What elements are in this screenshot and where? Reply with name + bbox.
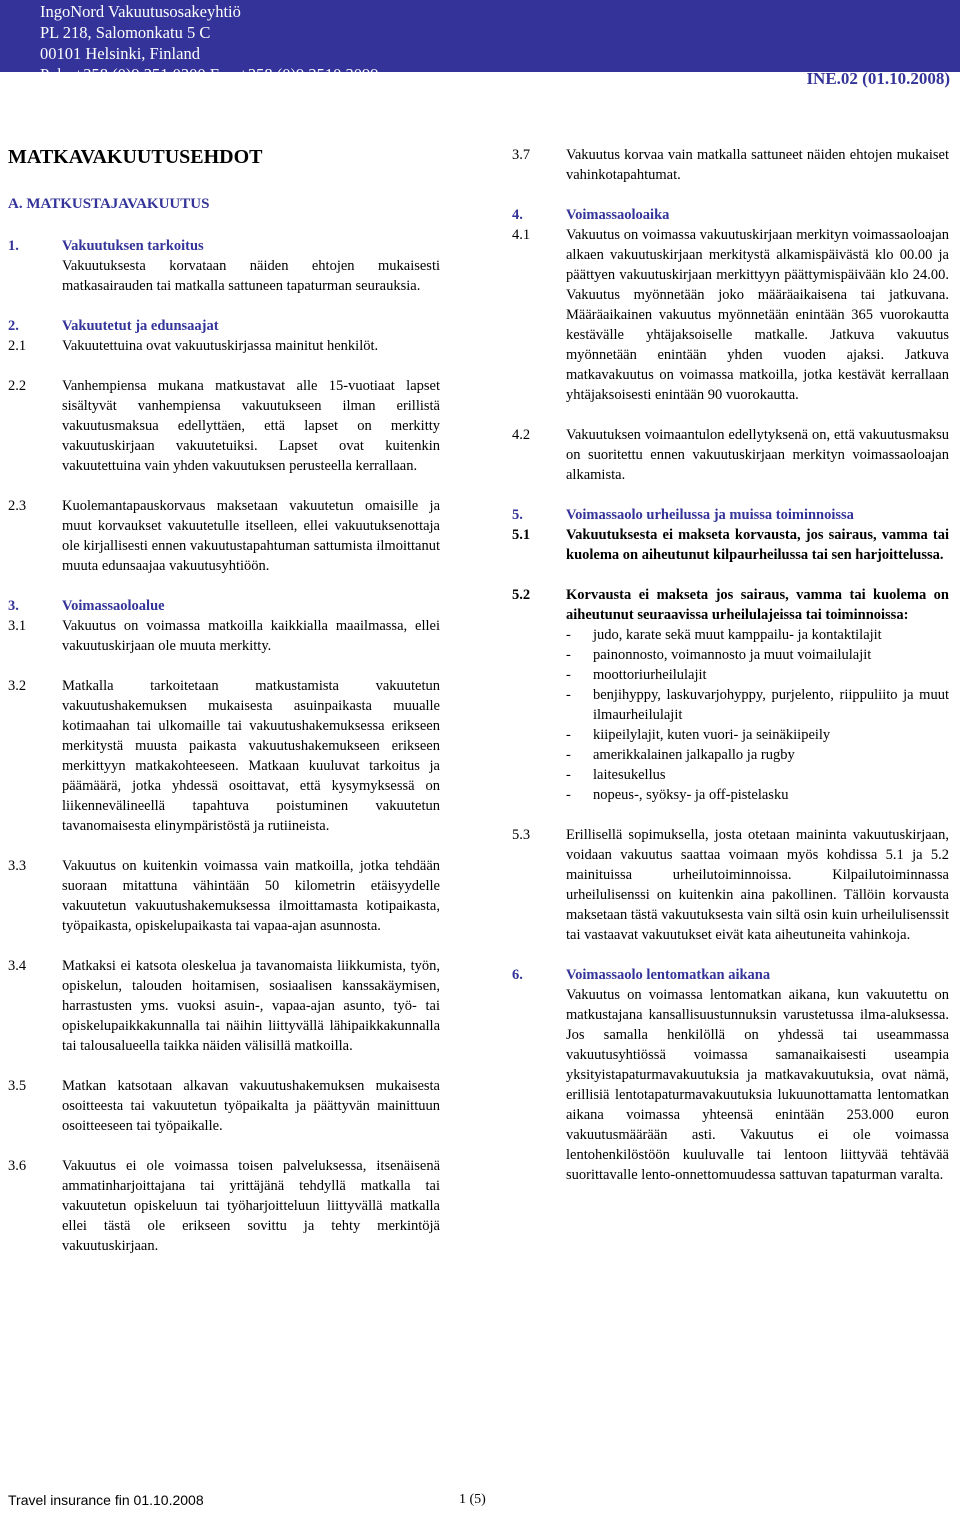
heading-text: Vakuutetut ja edunsaajat <box>62 318 219 334</box>
paragraph-3-6 <box>8 1156 440 1256</box>
heading-3 <box>8 596 440 616</box>
list-item <box>566 725 949 745</box>
document-code: INE.02 (01.10.2008) <box>806 69 950 88</box>
paragraph-3-4 <box>8 956 440 1056</box>
heading-text: Voimassaoloaika <box>566 207 670 223</box>
paragraph-text: Vakuutus korvaa vain matkalla sattuneet näiden ehtojen mukaiset vahinkotapahtumat. <box>566 147 949 183</box>
clause-number: 2.1 <box>8 338 27 354</box>
section-number: 1. <box>8 238 19 254</box>
list-item <box>566 665 949 685</box>
company-address-line1: PL 218, Salomonkatu 5 C <box>40 23 211 42</box>
paragraph-text: Vakuutus on voimassa matkoilla kaikkialla maailmassa, ellei vakuutuskirjaan ole muuta merkitty. <box>62 618 440 654</box>
clause-number: 2.2 <box>8 378 27 394</box>
paragraph-text: Korvausta ei makseta jos sairaus, vamma tai kuolema on aiheutunut seuraavissa urheilulajeissa tai toiminnoissa: <box>566 587 949 623</box>
paragraph-5-2 <box>512 585 949 625</box>
clause-number: 5.1 <box>512 527 531 543</box>
page-number: 1 (5) <box>459 1492 486 1507</box>
list-item <box>566 625 949 645</box>
paragraph-text: Vakuutuksen voimaantulon edellytyksenä on, että vakuutusmaksu on suoritettu ennen vakuutuskirjaan merkityn voimassaoloajan alkamista. <box>566 427 949 483</box>
section-subtitle: A. MATKUSTAJAVAKUUTUS <box>8 196 210 212</box>
paragraph-3-7 <box>512 145 949 185</box>
paragraph-2-3 <box>8 496 440 576</box>
company-name: IngoNord Vakuutusosakeyhtiö <box>40 2 241 21</box>
list-dash: - <box>566 787 571 803</box>
list-item-text: judo, karate sekä muut kamppailu- ja kontaktilajit <box>593 627 882 643</box>
paragraph-3-2 <box>8 676 440 836</box>
list-item <box>566 685 949 725</box>
list-item <box>566 765 949 785</box>
paragraph-text: Vanhempiensa mukana matkustavat alle 15-vuotiaat lapset sisältyvät vanhempiensa vakuutukseen ilman erillistä vakuutusmaksua edellyttäen, että lapset on merkitty vakuutuskirjaan vakuutetuiksi. Lapset ovat kuitenkin vakuutettuina vain yhden vakuutuksen perusteella kerrallaan. <box>62 378 440 474</box>
paragraph-text: Vakuutus ei ole voimassa toisen palveluksessa, itsenäisenä ammatinharjoittajana tai yrittäjänä tehdyllä matkalla tai vakuutetun opiskeluun tai työharjoitteluun liittyvällä matkalla ellei tästä ole erikseen sovittu ja tehty merkintöjä vakuutuskirjaan. <box>62 1158 440 1254</box>
paragraph-text: Vakuutus on voimassa vakuutuskirjaan merkityn voimassaoloajan alkaen vakuutuskirjaan merkitystä alkamispäivästä klo 00.00 ja päättyen vakuutuskirjaan merkittyyn päättymispäivään klo 24.00. Vakuutus myönnetään joko määräaikaisena tai jatkuvana. Määräaikainen vakuutus myönnetään enintään 365 vuorokautta kestävälle yhtäjaksoiselle matkalle. Jatkuva vakuutus myönnetään enintään yhden vuoden ajaksi. Jatkuva matkavakuutus on voimassa matkoilla, jotka kestävät kerrallaan yhtäjaksoisesti enintään 90 vuorokautta. <box>566 227 949 403</box>
list-item-text: moottoriurheilulajit <box>593 667 707 683</box>
clause-number: 3.1 <box>8 618 27 634</box>
heading-text: Voimassaolo lentomatkan aikana <box>566 967 771 983</box>
section-number: 3. <box>8 598 19 614</box>
paragraph-5-1 <box>512 525 949 565</box>
paragraph-1 <box>8 256 440 296</box>
left-column <box>8 236 440 1256</box>
list-item <box>566 745 949 765</box>
paragraph-2-2 <box>8 376 440 476</box>
clause-number: 4.1 <box>512 227 531 243</box>
clause-number: 3.2 <box>8 678 27 694</box>
list-dash: - <box>566 767 571 783</box>
list-dash: - <box>566 667 571 683</box>
list-item <box>566 645 949 665</box>
right-column <box>512 145 949 1185</box>
paragraph-text: Vakuutuksesta ei makseta korvausta, jos sairaus, vamma tai kuolema on aiheutunut kilpaurheilussa tai sen harjoittelussa. <box>566 527 949 563</box>
paragraph-4-2 <box>512 425 949 485</box>
paragraph-text: Vakuutuksesta korvataan näiden ehtojen mukaisesti matkasairauden tai matkalla sattuneen tapaturman seurauksia. <box>62 258 440 294</box>
section-number: 6. <box>512 967 523 983</box>
section-number: 5. <box>512 507 523 523</box>
section-number: 4. <box>512 207 523 223</box>
list-item-text: amerikkalainen jalkapallo ja rugby <box>593 747 795 763</box>
clause-number: 4.2 <box>512 427 531 443</box>
heading-5 <box>512 505 949 525</box>
paragraph-6 <box>512 985 949 1185</box>
paragraph-text: Erillisellä sopimuksella, josta otetaan maininta vakuutuskirjaan, voidaan vakuutus saattaa voimaan myös kohdissa 5.1 ja 5.2 mainituissa urheilutoiminnoissa. Kilpailutoiminnassa urheilulisenssi on kuitenkin aina pakollinen. Tällöin korvausta maksetaan tästä vakuutuksesta vain siltä osin kuin urheilulisenssit tai vastaavat vakuutukset eivät kata aiheutuneita vahinkoja. <box>566 827 949 943</box>
letterhead-band <box>0 0 960 72</box>
clause-number: 5.2 <box>512 587 531 603</box>
list-item-text: painonnosto, voimannosto ja muut voimailulajit <box>593 647 872 663</box>
paragraph-text: Kuolemantapauskorvaus maksetaan vakuutetun omaisille ja muut korvaukset vakuutetulle itselleen, ellei vakuutuksenottaja ole kirjallisesti ennen vakuutustapahtuman sattumista ilmoittanut muuta edunsaajaa vakuutusyhtiöön. <box>62 498 440 574</box>
heading-1 <box>8 236 440 256</box>
clause-number: 3.7 <box>512 147 531 163</box>
footer-document-name: Travel insurance fin 01.10.2008 <box>8 1492 204 1508</box>
paragraph-text: Vakuutus on kuitenkin voimassa vain matkoilla, jotka tehdään suoraan mitattuna vähintään 50 kilometrin etäisyydelle vakuutetun vakuutushakemuksessa ilmoittamasta kotipaikasta, työpaikasta, opiskelupaikasta tai vapaa-ajan asunnosta. <box>62 858 440 934</box>
paragraph-text: Vakuutettuina ovat vakuutuskirjassa mainitut henkilöt. <box>62 338 379 354</box>
list-item-text: laitesukellus <box>593 767 666 783</box>
paragraph-3-1 <box>8 616 440 656</box>
heading-6 <box>512 965 949 985</box>
paragraph-text: Vakuutus on voimassa lentomatkan aikana, kun vakuutettu on matkustajana kansallisuustunnuksin varustetussa ilma-aluksessa. Jos samalla henkilöllä on yhdessä tai useammassa vakuutusyhtiössä voimassa samanaikaisesti useampia yksityistapaturmavakuutuksia ja matkavakuutuksia, ovat nämä, erillisiä lentotapaturmavakuutuksia lukuunottamatta lentomatkan aikana voimassa yhteensä enintään 253.000 euron vakuutusmäärään asti. Vakuutus ei ole voimassa lentohenkilöstöön kuuluvalle tai lentoon liittyvää tehtävää suorittavalle lento-onnettomuudessa sattuvan tapaturman varalta. <box>566 987 949 1183</box>
list-dash: - <box>566 747 571 763</box>
list-dash: - <box>566 687 571 703</box>
list-dash: - <box>566 647 571 663</box>
paragraph-2-1 <box>8 336 440 356</box>
paragraph-3-5 <box>8 1076 440 1136</box>
paragraph-text: Matkan katsotaan alkavan vakuutushakemuksen mukaisesta osoitteesta tai vakuutetun työpaikalta ja päättyvän mainittuun osoitteeseen tai työpaikalle. <box>62 1078 440 1134</box>
company-address-line2: 00101 Helsinki, Finland <box>40 44 200 63</box>
heading-4 <box>512 205 949 225</box>
clause-number: 3.3 <box>8 858 27 874</box>
list-item-text: benjihyppy, laskuvarjohyppy, purjelento, riippuliito ja muut ilmaurheilulajit <box>593 687 949 723</box>
list-dash: - <box>566 627 571 643</box>
heading-text: Voimassaoloalue <box>62 598 165 614</box>
clause-number: 5.3 <box>512 827 531 843</box>
clause-number: 3.5 <box>8 1078 27 1094</box>
list-item <box>566 785 949 805</box>
heading-text: Vakuutuksen tarkoitus <box>62 238 204 254</box>
list-dash: - <box>566 727 571 743</box>
paragraph-text: Matkalla tarkoitetaan matkustamista vakuutetun vakuutushakemuksen mukaisesta asuinpaikasta muualle kotimaahan tai ulkomaille tai vakuutushakemuksessa erikseen merkitystä muusta paikasta vakuutushakemukseen erikseen merkittyyn matkakohteeseen. Matkaan kuuluvat tarkoitus ja päämäärä, jotka yhdessä osoittavat, että kysymyksessä on liikennevälineellä tapahtuva poistuminen vakuutetun tavanomaisesta elinympäristöstä ja rutiineista. <box>62 678 440 834</box>
paragraph-text: Matkaksi ei katsota oleskelua ja tavanomaista liikkumista, työn, opiskelun, talouden hoitamisen, sosiaalisen kanssakäymisen, harrastusten yms. vuoksi asuin-, vapaa-ajan asunto, työ- tai opiskelupaikkakunnalla tai näihin liittyvällä lähipaikkakunnalla tai talousalueella taikka näiden välisillä matkoilla. <box>62 958 440 1054</box>
list-item-text: kiipeilylajit, kuten vuori- ja seinäkiipeily <box>593 727 831 743</box>
clause-number: 3.4 <box>8 958 27 974</box>
clause-number: 3.6 <box>8 1158 27 1174</box>
document-title: MATKAVAKUUTUSEHDOT <box>8 146 263 168</box>
heading-text: Voimassaolo urheilussa ja muissa toiminnoissa <box>566 507 854 523</box>
heading-2 <box>8 316 440 336</box>
section-number: 2. <box>8 318 19 334</box>
paragraph-3-3 <box>8 856 440 936</box>
sports-list-block <box>512 625 949 805</box>
list-item-text: nopeus-, syöksy- ja off-pistelasku <box>593 787 789 803</box>
paragraph-5-3 <box>512 825 949 945</box>
excluded-sports-list <box>566 625 949 805</box>
paragraph-4-1 <box>512 225 949 405</box>
clause-number: 2.3 <box>8 498 27 514</box>
company-phone: Puh. +358 (0)9 251 0300 Fax +358 (0)9 2510 3099 <box>40 65 379 84</box>
